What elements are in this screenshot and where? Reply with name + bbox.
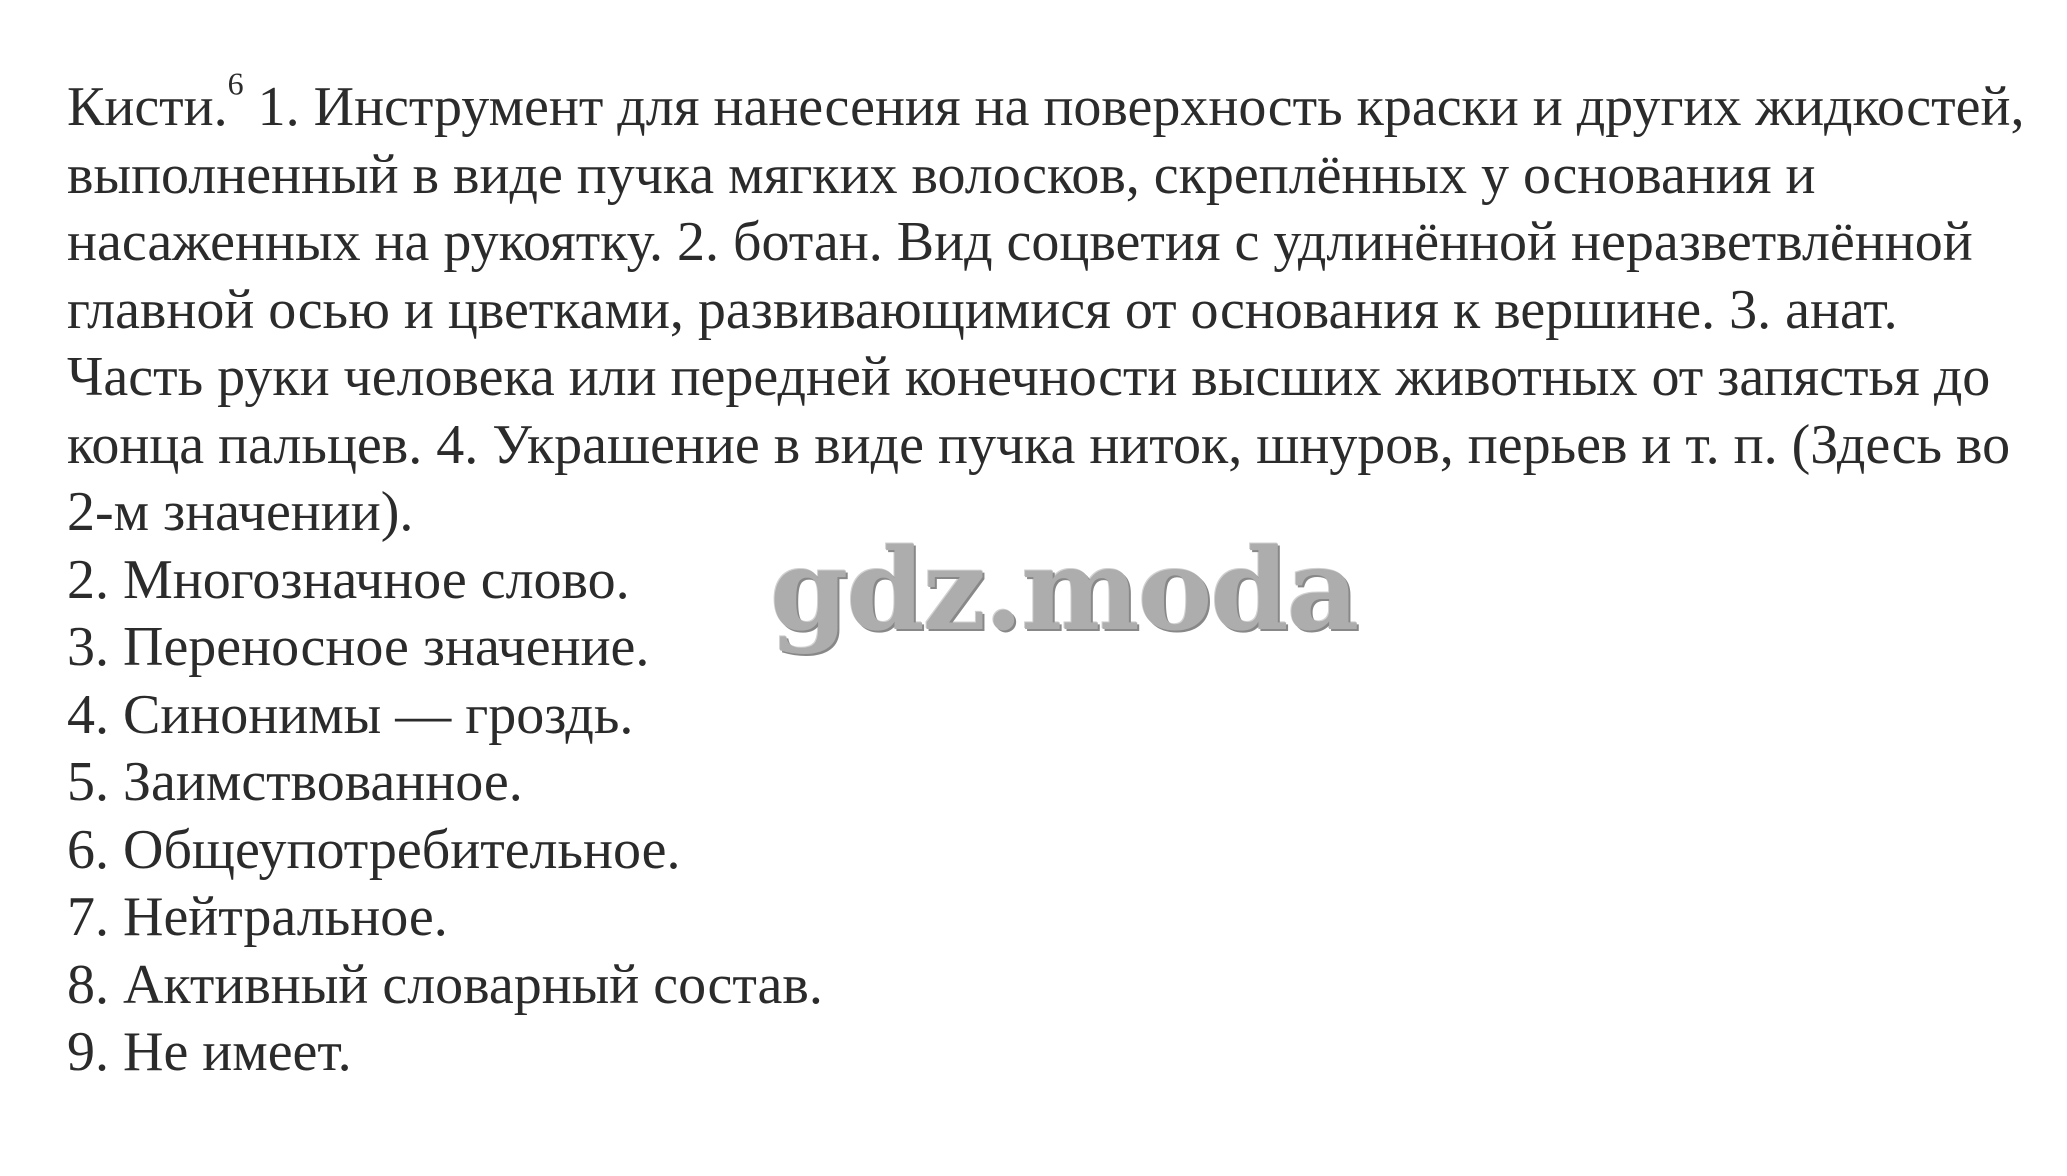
definition-text: 1. Инструмент для нанесения на поверхность краски и других жидкостей, выполненный в виде пучка мягких волосков, скреплённых у основания и насаженных на рукоятку. 2. ботан. Вид соцветия с удлинённой неразветвлённой главной осью и цветками, развивающимися от основания к вершине. 3. анат. Часть руки человека или передней конечности высших животных от запястья до конца пальцев. 4. Украшение в виде пучка ниток, шнуров, перьев и т. п. (Здесь во 2-м значении). [67, 76, 2025, 543]
list-item: 3. Переносное значение. [67, 616, 650, 678]
definition-paragraph [67, 65, 2027, 547]
definition-word: Кисти. [67, 76, 228, 138]
list-item: 6. Общеупотребительное. [67, 818, 681, 881]
list-item: 5. Заимствованное. [67, 751, 523, 813]
list-item: 7. Нейтральное. [67, 886, 448, 948]
footnote-marker: 6 [227, 65, 244, 102]
watermark: gdz.moda [770, 525, 1358, 656]
list-item: 8. Активный словарный состав. [67, 953, 823, 1016]
list-item: 9. Не имеет. [67, 1021, 352, 1083]
list-item: 4. Синонимы — гроздь. [67, 683, 634, 746]
list-item: 2. Многозначное слово. [67, 548, 630, 611]
